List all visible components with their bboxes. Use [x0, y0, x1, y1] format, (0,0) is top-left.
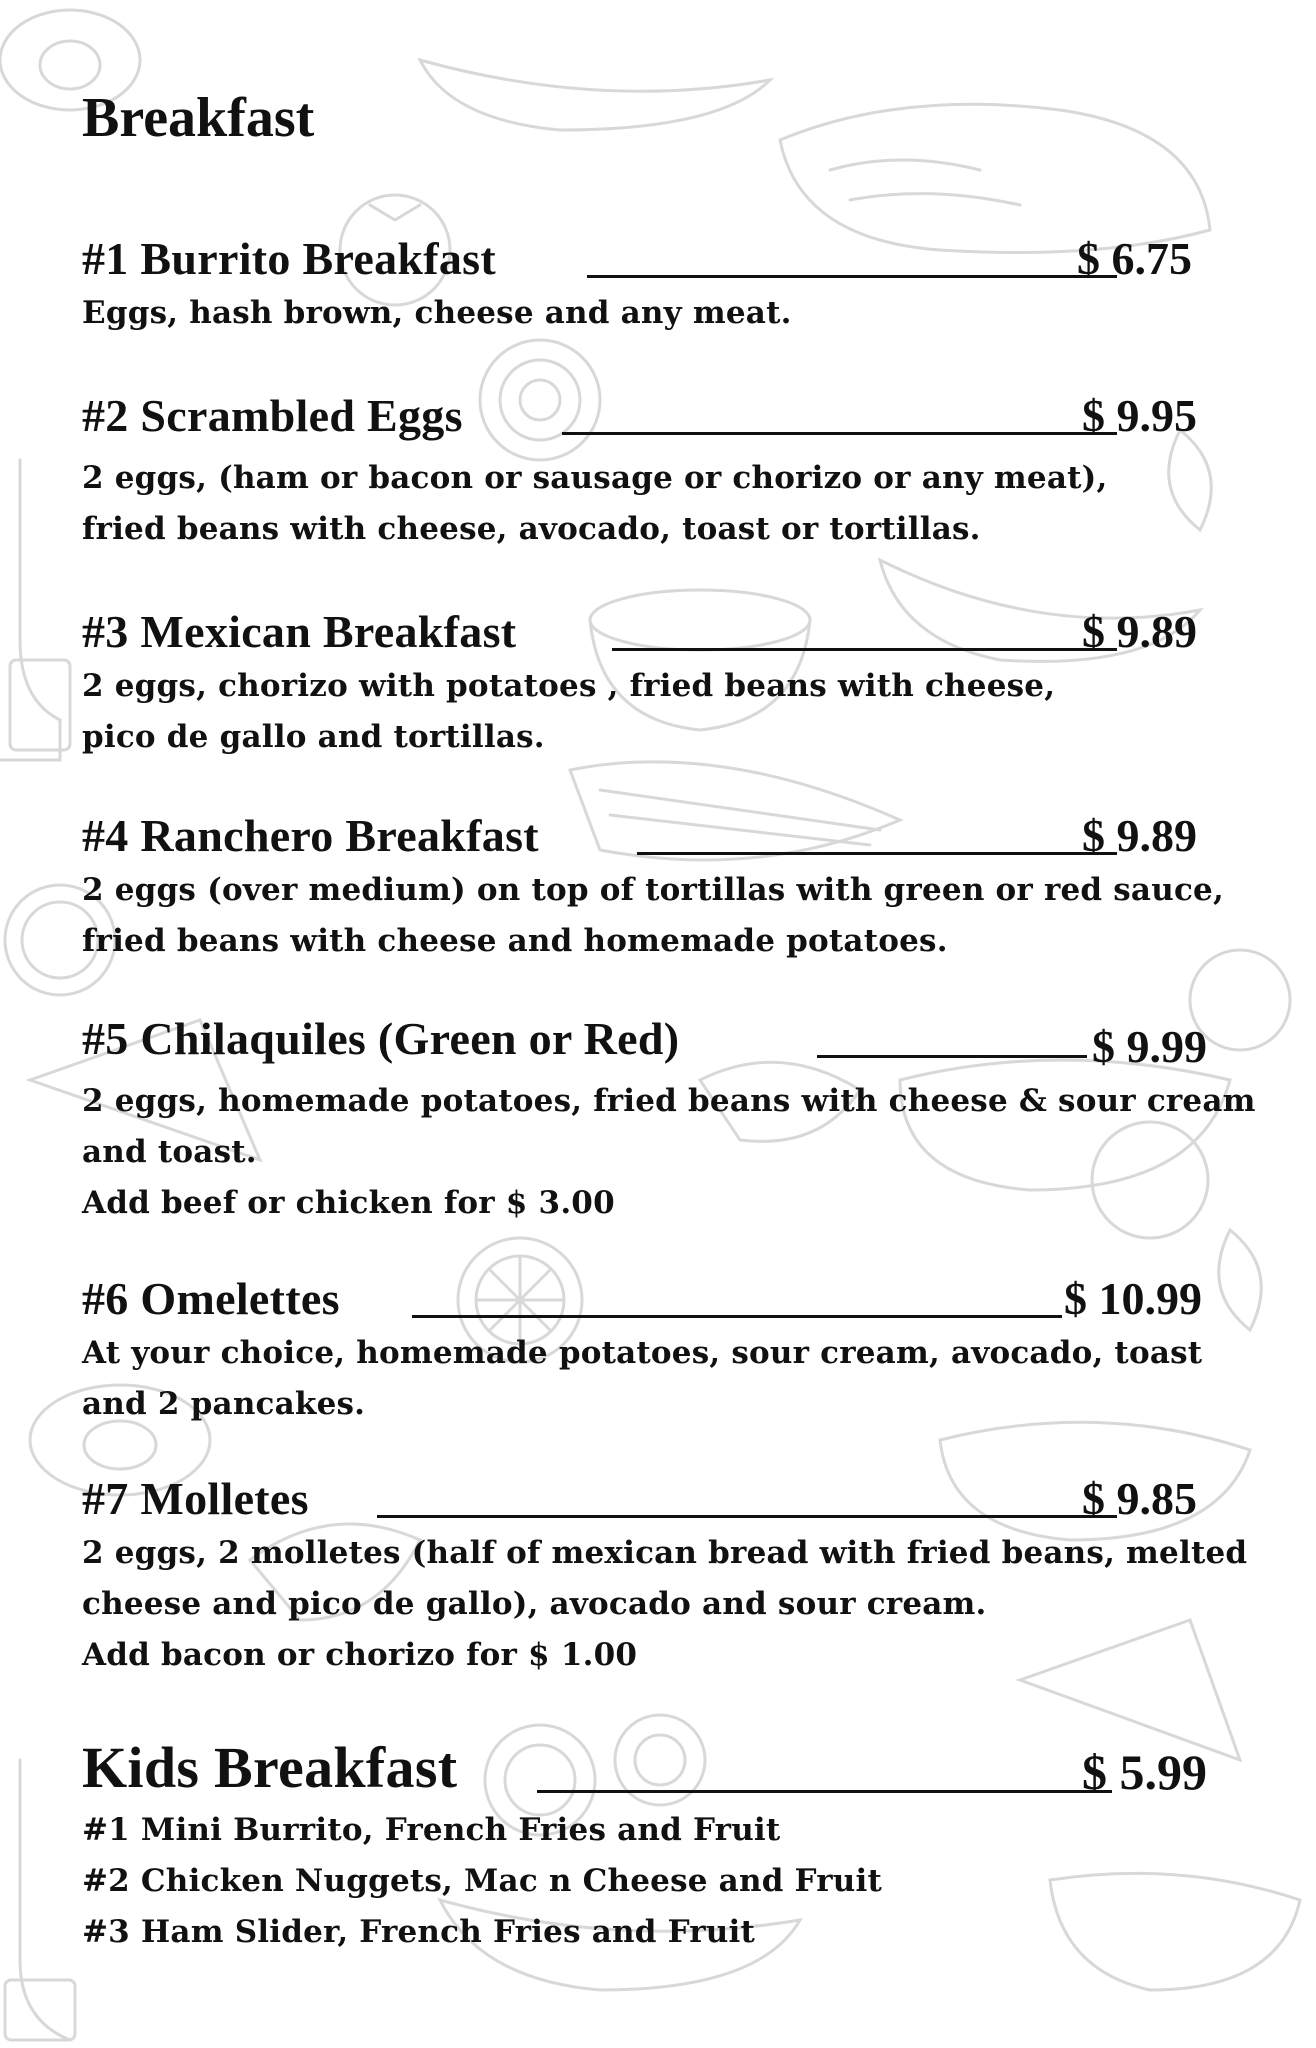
item-name: #3 Mexican Breakfast [82, 606, 517, 657]
description-line: 2 eggs, (ham or bacon or sausage or chorizo or any meat), [82, 460, 1108, 496]
item-name: #6 Omelettes [82, 1273, 340, 1324]
description-line: and toast. [82, 1134, 257, 1170]
description-line: fried beans with cheese and homemade potatoes. [82, 923, 948, 959]
menu-item-3 [82, 593, 1252, 763]
item-price: $ 10.99 [1064, 1273, 1202, 1324]
leader-line [537, 1790, 1112, 1793]
description-line: 2 eggs (over medium) on top of tortillas with green or red sauce, [82, 872, 1224, 908]
description-line: fried beans with cheese, avocado, toast or tortillas. [82, 511, 981, 547]
item-price: $ 9.89 [1082, 810, 1197, 861]
menu-item-6 [82, 1260, 1252, 1430]
item-name: #5 Chilaquiles (Green or Red) [82, 1013, 680, 1064]
kids-options [82, 1805, 1252, 1958]
description-line: 2 eggs, 2 molletes (half of mexican bread with fried beans, melted [82, 1535, 1248, 1571]
item-name: #1 Burrito Breakfast [82, 233, 497, 284]
description-line: At your choice, homemade potatoes, sour cream, avocado, toast [82, 1335, 1203, 1371]
leader-line [817, 1055, 1087, 1058]
description-line: 2 eggs, chorizo with potatoes , fried beans with cheese, [82, 668, 1056, 704]
leader-line [612, 648, 1117, 651]
leader-line [562, 432, 1117, 435]
kids-price: $ 5.99 [1082, 1744, 1207, 1800]
item-name: #4 Ranchero Breakfast [82, 810, 539, 861]
kids-breakfast [82, 1725, 1252, 1958]
leader-line [587, 275, 1117, 278]
item-name: #7 Molletes [82, 1473, 309, 1524]
item-price: $ 9.89 [1082, 606, 1197, 657]
item-description [82, 1528, 1252, 1681]
leader-line [377, 1515, 1117, 1518]
item-description [82, 865, 1252, 967]
kids-option: #2 Chicken Nuggets, Mac n Cheese and Fruit [82, 1863, 882, 1899]
kids-option: #3 Ham Slider, French Fries and Fruit [82, 1914, 756, 1950]
section-title: Breakfast [82, 87, 315, 149]
item-description [82, 661, 1252, 763]
item-name: #2 Scrambled Eggs [82, 390, 463, 441]
menu-item-5 [82, 1000, 1256, 1229]
description-line: cheese and pico de gallo), avocado and sour cream. [82, 1586, 987, 1622]
description-line: pico de gallo and tortillas. [82, 719, 545, 755]
item-description [82, 288, 1252, 339]
kids-option: #1 Mini Burrito, French Fries and Fruit [82, 1812, 781, 1848]
leader-line [637, 852, 1117, 855]
description-line: 2 eggs, homemade potatoes, fried beans with cheese & sour cream [82, 1083, 1256, 1119]
description-line: Eggs, hash brown, cheese and any meat. [82, 295, 792, 331]
item-description [82, 1328, 1252, 1430]
item-price: $ 9.85 [1082, 1473, 1197, 1524]
kids-title: Kids Breakfast [82, 1735, 458, 1800]
leader-line [412, 1315, 1062, 1318]
item-description [82, 453, 1252, 555]
description-line: Add beef or chicken for $ 3.00 [82, 1185, 615, 1221]
menu-item-7 [82, 1460, 1252, 1681]
menu-item-2 [82, 377, 1252, 555]
menu-item-1 [82, 220, 1252, 339]
menu-item-4 [82, 797, 1252, 967]
item-price: $ 9.99 [1092, 1021, 1207, 1072]
item-price: $ 6.75 [1077, 233, 1192, 284]
item-price: $ 9.95 [1082, 390, 1197, 441]
description-line: Add bacon or chorizo for $ 1.00 [82, 1637, 638, 1673]
description-line: and 2 pancakes. [82, 1386, 366, 1422]
item-description [82, 1076, 1256, 1229]
